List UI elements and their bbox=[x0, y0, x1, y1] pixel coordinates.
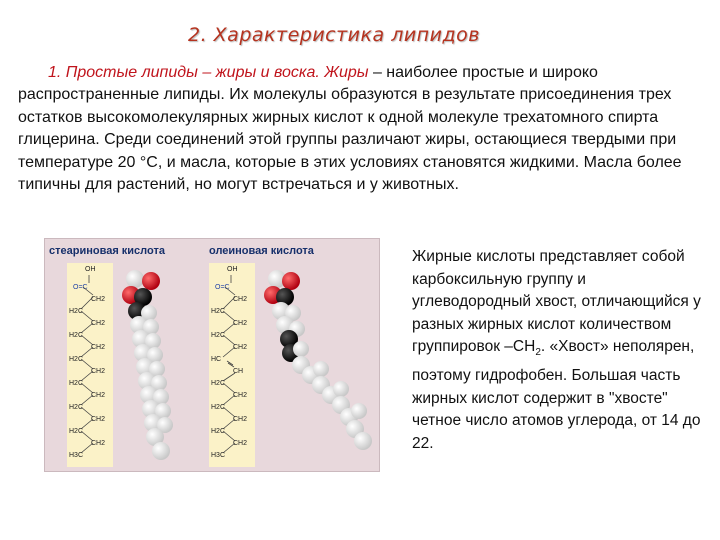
oleic-h3c: H3C bbox=[211, 452, 226, 459]
stearic-h2c-1: H2C bbox=[69, 308, 84, 315]
oleic-hc: HC bbox=[211, 356, 222, 363]
oleic-oh: OH bbox=[227, 266, 238, 273]
stearic-h3c: H3C bbox=[69, 452, 84, 459]
oleic-ch2-4: CH2 bbox=[233, 392, 248, 399]
stearic-ch2-5: CH2 bbox=[91, 392, 106, 399]
oleic-acid-label: олеиновая кислота bbox=[209, 245, 314, 257]
oleic-ch2-5: CH2 bbox=[233, 416, 248, 423]
oleic-ch: CH bbox=[233, 368, 244, 375]
slide-title: 2. Характеристика липидов bbox=[188, 24, 480, 46]
stearic-formula-panel bbox=[67, 263, 113, 467]
oleic-formula-panel bbox=[209, 263, 255, 467]
oleic-h2c-4: H2C bbox=[211, 428, 226, 435]
stearic-space-filling-model bbox=[122, 270, 173, 460]
stearic-h2c-5: H2C bbox=[69, 404, 84, 411]
oleic-ch2-1: CH2 bbox=[233, 296, 248, 303]
stearic-oh: OH bbox=[85, 266, 96, 273]
oleic-ch2-6: CH2 bbox=[233, 440, 248, 447]
intro-lead: 1. Простые липиды – жиры и воска. Жиры bbox=[48, 64, 369, 81]
fatty-acid-figure bbox=[44, 238, 380, 472]
oleic-space-filling-model bbox=[264, 270, 372, 450]
oleic-carboxyl: O=C bbox=[215, 284, 230, 291]
stearic-carboxyl: O=C bbox=[73, 284, 88, 291]
stearic-ch2-2: CH2 bbox=[91, 320, 106, 327]
oleic-ch2-3: CH2 bbox=[233, 344, 248, 351]
stearic-ch2-6: CH2 bbox=[91, 416, 106, 423]
oleic-h2c-2: H2C bbox=[211, 332, 226, 339]
stearic-ch2-1: CH2 bbox=[91, 296, 106, 303]
oleic-h2c-1: H2C bbox=[211, 308, 226, 315]
oleic-h2c-3: H2C bbox=[211, 404, 226, 411]
stearic-ch2-3: CH2 bbox=[91, 344, 106, 351]
description-text-start: Жирные кислоты представляет собой карбоксильную группу и углеводородный хвост, отличающийся у разных жирных кислот количеством группировок –СН bbox=[412, 248, 701, 356]
stearic-h2c-6: H2C bbox=[69, 428, 84, 435]
oleic-h2c-2b: H2C bbox=[211, 380, 226, 387]
oleic-ch2-2: CH2 bbox=[233, 320, 248, 327]
stearic-h2c-2: H2C bbox=[69, 332, 84, 339]
stearic-h2c-4: H2C bbox=[69, 380, 84, 387]
intro-body: – наиболее простые и широко распространенные липиды. Их молекулы образуются в результате присоединения трех остатков высокомолекулярных жирных кислот к одной молекуле трехатомного спирта глицерина. Среди соединений этой группы различают жиры, остающиеся твердыми при температуре 20 °С, и масла, которые в этих условиях становятся жидкими. Масла более типичны для растений, но могут встречаться и у животных. bbox=[18, 64, 682, 194]
description-subscript: 2 bbox=[535, 347, 541, 359]
stearic-h2c-3: H2C bbox=[69, 356, 84, 363]
stearic-acid-label: стеариновая кислота bbox=[49, 245, 165, 257]
description-text-end: . «Хвост» неполярен, поэтому гидрофобен. Большая часть жирных кислот содержит в "хвосте" четное число атомов углерода, от 14 до 22. bbox=[412, 338, 701, 452]
intro-paragraph bbox=[18, 62, 696, 196]
stearic-ch2-7: CH2 bbox=[91, 440, 106, 447]
fatty-acid-diagram bbox=[45, 239, 379, 471]
stearic-ch2-4: CH2 bbox=[91, 368, 106, 375]
fatty-acid-description bbox=[412, 246, 702, 455]
